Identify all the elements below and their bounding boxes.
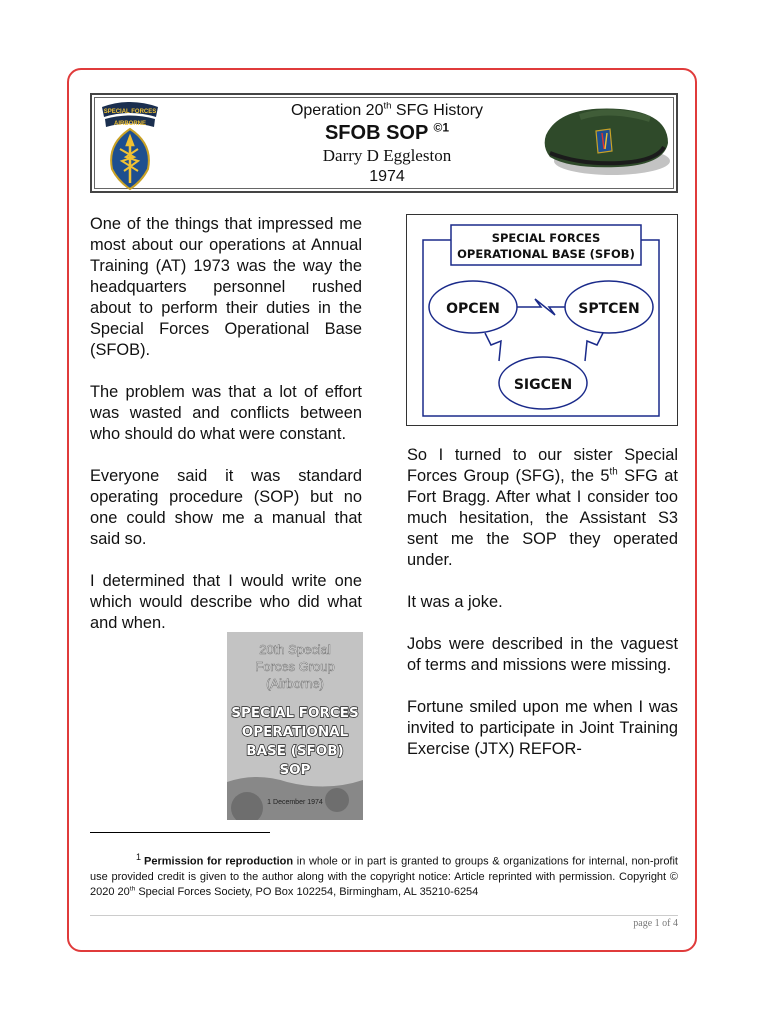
left-column (90, 214, 362, 655)
history-series-line: Operation 20th SFG History (290, 100, 484, 119)
paragraph: Jobs were described in the vaguest of terms and missions were missing. (407, 635, 678, 674)
booklet-line: SPECIAL FORCES (231, 705, 359, 721)
sptcen-label: SPTCEN (578, 301, 640, 317)
booklet-line: (Airborne) (266, 676, 324, 691)
lightning-link (585, 333, 603, 361)
booklet-line: 20th Special (259, 642, 331, 657)
paragraph: Everyone said it was standard operating procedure (SOP) but no one could show me a manual that said so. (90, 467, 362, 548)
patch-tab-text-2: AIRBORNE (113, 121, 147, 127)
booklet-date: 1 December 1974 (267, 799, 323, 806)
paragraph: I determined that I would write one which would describe who did what and when. (90, 572, 362, 632)
paragraph: One of the things that impressed me most about our operations at Annual Training (AT) 1973 was the way the headquarters personnel rushed about to perform their duties in the Special Forces Operational Base (SFOB). (90, 215, 362, 359)
lightning-link (517, 299, 565, 315)
footnote: $^1$ Permission for reproduction in whole or in part is granted to groups & organizations for internal, non-profit use provided credit is given to the author along with the copyright notice: Article reprinted with permission. Copyright © 2020 20th Special Forces Society, PO Box 102254, Birmingham, AL 35210-6254 (90, 852, 678, 898)
diagram-title-line1: SPECIAL FORCES (491, 231, 601, 245)
booklet-line: Forces Group (255, 659, 335, 674)
booklet-line: BASE (SFOB) (246, 743, 344, 759)
right-column (407, 445, 678, 781)
paragraph: The problem was that a lot of effort was wasted and conflicts between who should do what were constant. (90, 383, 362, 443)
special-forces-patch-logo (98, 99, 162, 191)
booklet-line: OPERATIONAL (241, 724, 349, 740)
document-header (90, 93, 678, 193)
sfob-diagram (406, 214, 678, 426)
paragraph: Fortune smiled upon me when I was invited to participate in Joint Training Exercise (JTX) REFOR- (407, 698, 678, 758)
sigcen-label: SIGCEN (513, 377, 573, 393)
footer-divider (90, 915, 678, 916)
sfob-diagram-graphic (407, 215, 676, 424)
patch-tab-text: SPECIAL FORCES (103, 109, 157, 115)
diagram-title-line2: OPERATIONAL BASE (SFOB) (457, 247, 635, 261)
paragraph: So I turned to our sister Special Forces Group (SFG), the 5th SFG at Fort Bragg. After what I consider too much hesitation, the Assistant S3 sent me the SOP they operated under. (407, 446, 678, 569)
sop-booklet-cover-image (227, 632, 363, 820)
document-title: SFOB SOP $^{©1}$ (324, 120, 450, 144)
booklet-line: SOP (279, 762, 311, 778)
footnote-divider (90, 832, 270, 833)
opcen-label: OPCEN (446, 301, 500, 317)
green-beret-image (540, 103, 672, 183)
lightning-link (485, 333, 501, 361)
document-year: 1974 (369, 168, 405, 185)
paragraph: It was a joke. (407, 593, 503, 611)
author-name: Darry D Eggleston (322, 146, 452, 165)
page-number: page 1 of 4 (633, 918, 678, 929)
